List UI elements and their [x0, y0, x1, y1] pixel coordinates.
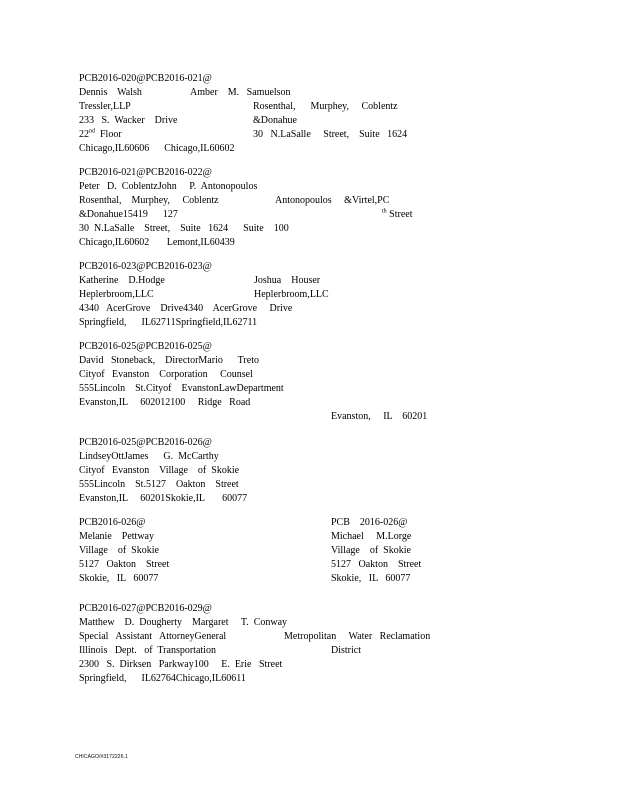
block7-line4-left: 2300 S. Dirksen Parkway100 E. Erie Street [79, 659, 283, 670]
block6-line3-left: 5127 Oakton Street [79, 559, 170, 570]
block7-line2-right: Metropolitan Water Reclamation [284, 631, 431, 642]
block5-header: PCB2016-025@PCB2016-026@ [79, 437, 212, 448]
block3-line1-left: Katherine D.Hodge [79, 275, 165, 286]
block6-line2-left: Village of Skokie [79, 545, 159, 556]
block6-header-right: PCB 2016-026@ [331, 517, 408, 528]
block1-line2-left: Tressler,LLP [79, 101, 131, 112]
block3-header: PCB2016-023@PCB2016-023@ [79, 261, 212, 272]
floor-text: Floor [95, 129, 122, 140]
block2-line4-left: 30 N.LaSalle Street, Suite 1624 Suite 100 [79, 223, 289, 234]
block1-line3-right: &Donahue [253, 115, 297, 126]
block3-line3-left: 4340 AcerGrove Drive4340 AcerGrove Drive [79, 303, 293, 314]
block7-line2-left: Special Assistant AttorneyGeneral [79, 631, 227, 642]
block6-line4-left: Skokie, IL 60077 [79, 573, 159, 584]
block1-line1-left: Dennis Walsh [79, 87, 142, 98]
block4-header: PCB2016-025@PCB2016-025@ [79, 341, 212, 352]
block7-header: PCB2016-027@PCB2016-029@ [79, 603, 212, 614]
block1-line3-left: 233 S. Wacker Drive [79, 115, 178, 126]
block3-line1-right: Joshua Houser [254, 275, 321, 286]
block6-line1-left: Melanie Pettway [79, 531, 154, 542]
block1-line2-right: Rosenthal, Murphey, Coblentz [253, 101, 398, 112]
block3-line2-right: Heplerbroom,LLC [254, 289, 329, 300]
block6-line2-right: Village of Skokie [331, 545, 411, 556]
block5-line4-left: Evanston,IL 60201Skokie,IL 60077 [79, 493, 248, 504]
block7-line5-left: Springfield, IL62764Chicago,IL60611 [79, 673, 246, 684]
block6-line4-right: Skokie, IL 60077 [331, 573, 411, 584]
block2-line2-left: Rosenthal, Murphey, Coblentz [79, 195, 219, 206]
block7-line1-left: Matthew D. Dougherty Margaret T. Conway [79, 617, 288, 628]
block4-line1-left: David Stoneback, DirectorMario Treto [79, 355, 259, 366]
block2-line2-right: Antonopoulos &Virtel,PC [275, 195, 390, 206]
block1-header: PCB2016-020@PCB2016-021@ [79, 73, 212, 84]
block4-line2-left: Cityof Evanston Corporation Counsel [79, 369, 253, 380]
floor-suffix: nd [89, 128, 95, 135]
block3-line4-left: Springfield, IL62711Springfield,IL62711 [79, 317, 258, 328]
document-footer-id: CHICAGO/#3172226.1 [75, 754, 128, 760]
block5-line3-left: 555Lincoln St.5127 Oakton Street [79, 479, 239, 490]
block1-line5-left: Chicago,IL60606 Chicago,IL60602 [79, 143, 235, 154]
block2-street [382, 208, 413, 222]
street-suffix: th [382, 208, 387, 215]
block2-line1-left: Peter D. CoblentzJohn P. Antonopoulos [79, 181, 258, 192]
block2-line3-left: &Donahue15419 127 [79, 209, 178, 220]
block1-line4-right: 30 N.LaSalle Street, Suite 1624 [253, 129, 408, 140]
block4-trailing: Evanston, IL 60201 [331, 411, 428, 422]
block7-line3-right: District [331, 645, 361, 656]
block1-floor [79, 128, 122, 142]
block5-line2-left: Cityof Evanston Village of Skokie [79, 465, 240, 476]
block5-line1-left: LindseyOttJames G. McCarthy [79, 451, 219, 462]
block3-line2-left: Heplerbroom,LLC [79, 289, 154, 300]
block6-header: PCB2016-026@ [79, 517, 146, 528]
block6-line1-right: Michael M.Lorge [331, 531, 412, 542]
block7-line3-left: Illinois Dept. of Transportation [79, 645, 216, 656]
block6-line3-right: 5127 Oakton Street [331, 559, 422, 570]
street-text: Street [386, 209, 413, 220]
block4-line4-left: Evanston,IL 602012100 Ridge Road [79, 397, 251, 408]
block4-line3-left: 555Lincoln St.Cityof EvanstonLawDepartment [79, 383, 284, 394]
block1-line1-right: Amber M. Samuelson [190, 87, 291, 98]
block2-header: PCB2016-021@PCB2016-022@ [79, 167, 212, 178]
floor-number: 22 [79, 129, 89, 140]
block2-line5-left: Chicago,IL60602 Lemont,IL60439 [79, 237, 235, 248]
